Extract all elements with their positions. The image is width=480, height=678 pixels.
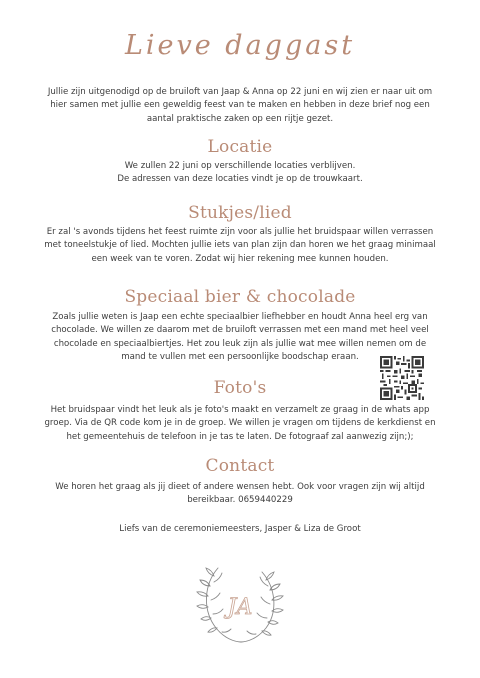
intro-paragraph <box>28 86 452 126</box>
intro-line: hier samen met jullie een geweldig feest van te maken en hebben in deze brief nog een <box>50 100 430 111</box>
stukjes-paragraph <box>28 226 452 266</box>
monogram-text: JA <box>227 595 253 620</box>
locatie-paragraph <box>28 160 452 187</box>
locatie-line: De adressen van deze locaties vindt je op de trouwkaart. <box>117 174 363 185</box>
page-title: Lieve daggast <box>124 30 356 61</box>
intro-line: Jullie zijn uitgenodigd op de bruiloft van Jaap & Anna op 22 juni en wij zien er naar uit om <box>47 87 433 97</box>
contact-line: bereikbaar. 0659440229 <box>187 495 293 506</box>
fotos-line: groep. Via de QR code kom je in de groep. We willen je vragen om tijdens de kerkdienst en <box>44 418 436 429</box>
wreath-monogram-emblem <box>196 562 284 646</box>
stukjes-line: Er zal 's avonds tijdens het feest ruimte zijn voor als jullie het bruidspaar willen verrassen <box>46 227 434 237</box>
speciaal-line: chocolade en speciaalbiertjes. Het zou leuk zijn als jullie wat mee willen nemen om de <box>53 338 427 349</box>
contact-line: We horen het graag als jij dieet of andere wensen hebt. Ook voor vragen zijn wij altijd <box>55 482 425 492</box>
speciaal-line: mand te vullen met een persoonlijke boodschap eraan. <box>121 352 359 363</box>
heading-stukjes-lied: Stukjes/lied <box>188 203 292 223</box>
fotos-line: Het bruidspaar vindt het leuk als je foto's maakt en verzamelt ze graag in de whats app <box>50 405 430 415</box>
speciaal-line: Zoals jullie weten is Jaap een echte speciaalbier liefhebber en houdt Anna heel erg van <box>52 312 428 322</box>
locatie-line: We zullen 22 juni op verschillende locaties verblijven. <box>124 161 356 171</box>
heading-contact: Contact <box>205 456 275 476</box>
signature-line: Liefs van de ceremoniemeesters, Jasper & Liza de Groot <box>119 524 361 534</box>
fotos-paragraph <box>28 404 452 444</box>
intro-line: aantal praktische zaken op een rijtje gezet. <box>146 113 334 124</box>
fotos-line: het gemeentehuis de telefoon in je tas te laten. De fotograaf zal aanwezig zijn;); <box>66 431 414 442</box>
heading-fotos: Foto's <box>213 378 267 398</box>
speciaal-line: chocolade. We willen ze daarom met de bruiloft verrassen met een mand met heel veel <box>51 325 429 336</box>
stukjes-line: met toneelstukje of lied. Mochten jullie iets van plan zijn dan horen we het graag minimaal <box>44 240 436 251</box>
heading-locatie: Locatie <box>207 137 273 157</box>
stukjes-line: een week van te voren. Zodat wij hier rekening mee kunnen houden. <box>91 253 389 264</box>
heading-speciaal-bier: Speciaal bier & chocolade <box>124 287 356 307</box>
contact-paragraph <box>28 481 452 508</box>
